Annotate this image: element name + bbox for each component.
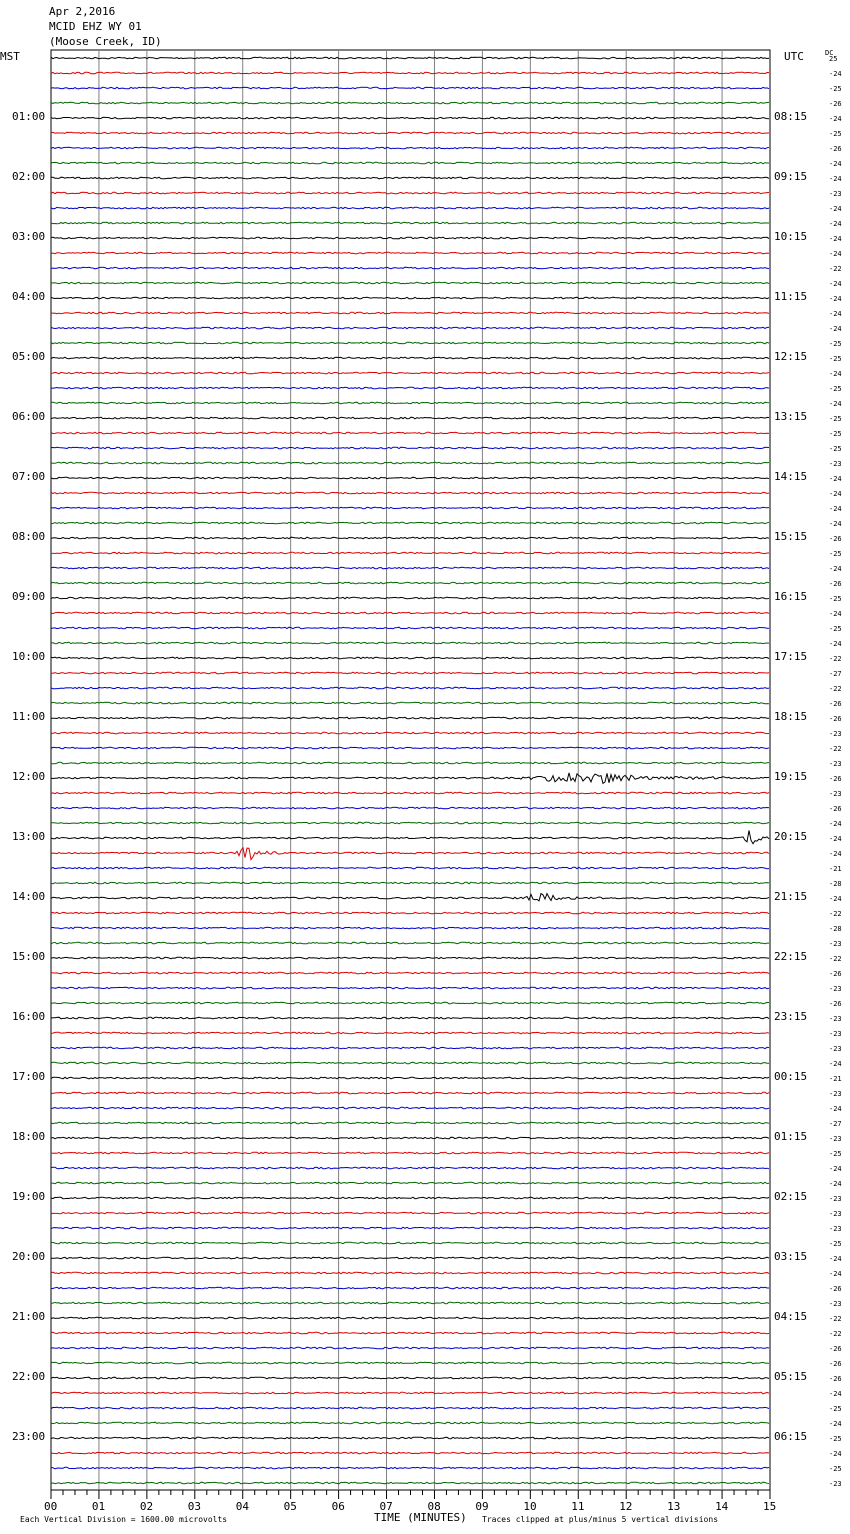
seismic-trace bbox=[51, 1347, 769, 1349]
seismic-trace bbox=[51, 1272, 769, 1274]
seismic-trace bbox=[51, 312, 769, 314]
x-tick-label: 02 bbox=[139, 1500, 154, 1513]
seismic-trace bbox=[51, 87, 769, 89]
seismic-trace bbox=[51, 1392, 769, 1394]
trace-offset-label: -24 bbox=[829, 850, 842, 858]
trace-offset-label: -24 bbox=[829, 220, 842, 228]
seismic-trace bbox=[51, 1077, 769, 1079]
trace-offset-label: -22 bbox=[829, 1330, 842, 1338]
left-timezone-label: MST bbox=[0, 50, 20, 63]
seismic-trace bbox=[51, 1032, 769, 1034]
x-tick-label: 07 bbox=[379, 1500, 393, 1513]
seismic-trace bbox=[51, 1137, 769, 1139]
trace-offset-label: -23 bbox=[829, 1090, 842, 1098]
trace-offset-label: -26 bbox=[829, 580, 842, 588]
trace-offset-label: -27 bbox=[829, 1120, 842, 1128]
right-hour-label: 05:15 bbox=[774, 1370, 808, 1383]
x-tick-label: 06 bbox=[331, 1500, 345, 1513]
trace-offset-label: -25 bbox=[829, 445, 842, 453]
seismic-trace bbox=[51, 567, 769, 569]
seismic-trace bbox=[51, 627, 769, 629]
seismic-trace bbox=[51, 717, 769, 719]
x-tick-label: 09 bbox=[475, 1500, 489, 1513]
trace-offset-label: -24 bbox=[829, 565, 842, 573]
x-tick-label: 15 bbox=[763, 1500, 777, 1513]
right-timezone-label: UTC bbox=[784, 50, 804, 63]
trace-offset-label: -25 bbox=[829, 415, 842, 423]
vertical-scale-note: Each Vertical Division = 1600.00 microvolts bbox=[20, 1515, 228, 1524]
seismic-trace bbox=[51, 1002, 769, 1004]
seismic-trace bbox=[51, 792, 769, 794]
trace-offset-label: -23 bbox=[829, 940, 842, 948]
trace-offset-label: -24 bbox=[829, 250, 842, 258]
seismic-trace bbox=[51, 747, 769, 749]
trace-offset-label: -24 bbox=[829, 475, 842, 483]
trace-offset-label: -25 bbox=[829, 430, 842, 438]
trace-offset-label: -23 bbox=[829, 730, 842, 738]
right-hour-label: 10:15 bbox=[774, 230, 808, 243]
trace-offset-label: -23 bbox=[829, 790, 842, 798]
seismic-trace bbox=[51, 1407, 769, 1409]
trace-offset-label: -24 bbox=[829, 1180, 842, 1188]
dc-offset-header: DC bbox=[825, 49, 834, 57]
right-hour-label: 15:15 bbox=[774, 530, 808, 543]
right-hour-label: 14:15 bbox=[774, 470, 808, 483]
seismic-trace bbox=[51, 1362, 769, 1364]
trace-offset-label: -23 bbox=[829, 985, 842, 993]
x-tick-label: 13 bbox=[667, 1500, 681, 1513]
seismic-trace bbox=[51, 357, 769, 359]
station-location: (Moose Creek, ID) bbox=[49, 35, 162, 48]
trace-offset-label: -25 bbox=[829, 1405, 842, 1413]
right-hour-label: 21:15 bbox=[774, 890, 808, 903]
trace-offset-label: -22 bbox=[829, 955, 842, 963]
trace-offset-label: -23 bbox=[829, 1480, 842, 1488]
trace-offset-label: -23 bbox=[829, 1030, 842, 1038]
seismic-trace bbox=[51, 1152, 769, 1154]
trace-offset-label: -23 bbox=[829, 1045, 842, 1053]
trace-offset-label: -26 bbox=[829, 700, 842, 708]
trace-offset-label: -23 bbox=[829, 1210, 842, 1218]
seismic-trace bbox=[51, 1227, 769, 1229]
seismic-trace bbox=[51, 672, 769, 674]
left-hour-label: 02:00 bbox=[12, 170, 46, 183]
seismic-trace bbox=[51, 807, 769, 809]
seismic-trace bbox=[51, 267, 769, 269]
right-hour-label: 12:15 bbox=[774, 350, 808, 363]
trace-offset-label: -23 bbox=[829, 1195, 842, 1203]
right-hour-label: 17:15 bbox=[774, 650, 808, 663]
trace-offset-label: -25 bbox=[829, 550, 842, 558]
seismic-trace bbox=[51, 252, 769, 254]
trace-offset-label: -26 bbox=[829, 1360, 842, 1368]
seismic-trace bbox=[51, 417, 769, 419]
seismic-trace bbox=[51, 372, 769, 374]
right-hour-label: 19:15 bbox=[774, 770, 808, 783]
left-hour-label: 08:00 bbox=[12, 530, 46, 543]
trace-offset-label: -25 bbox=[829, 1150, 842, 1158]
trace-offset-label: -24 bbox=[829, 175, 842, 183]
seismic-trace bbox=[51, 552, 769, 554]
seismic-trace bbox=[51, 132, 769, 134]
trace-offset-label: -27 bbox=[829, 670, 842, 678]
seismic-trace bbox=[51, 831, 769, 844]
trace-offset-label: -24 bbox=[829, 1255, 842, 1263]
trace-offset-label: -25 bbox=[829, 355, 842, 363]
x-tick-label: 11 bbox=[571, 1500, 585, 1513]
x-tick-label: 04 bbox=[235, 1500, 249, 1513]
x-tick-label: 12 bbox=[619, 1500, 633, 1513]
trace-offset-label: -26 bbox=[829, 715, 842, 723]
station-code: MCID EHZ WY 01 bbox=[49, 20, 142, 33]
seismic-trace bbox=[51, 1317, 769, 1319]
right-hour-label: 04:15 bbox=[774, 1310, 808, 1323]
seismic-trace bbox=[51, 1182, 769, 1184]
trace-offset-label: -24 bbox=[829, 70, 842, 78]
seismic-trace bbox=[51, 957, 769, 959]
trace-offset-label: -21 bbox=[829, 865, 842, 873]
left-hour-label: 20:00 bbox=[12, 1250, 46, 1263]
right-hour-label: 18:15 bbox=[774, 710, 808, 723]
seismic-trace bbox=[51, 762, 769, 764]
trace-offset-label: 25 bbox=[829, 55, 838, 63]
seismic-trace bbox=[51, 192, 769, 194]
seismic-trace bbox=[51, 72, 769, 74]
trace-offset-label: -25 bbox=[829, 85, 842, 93]
trace-offset-label: -24 bbox=[829, 505, 842, 513]
left-hour-label: 05:00 bbox=[12, 350, 46, 363]
trace-offset-label: -24 bbox=[829, 205, 842, 213]
left-hour-label: 15:00 bbox=[12, 950, 46, 963]
seismic-trace bbox=[51, 117, 769, 119]
trace-offset-label: -26 bbox=[829, 1285, 842, 1293]
seismic-trace bbox=[51, 1017, 769, 1019]
seismic-trace bbox=[51, 612, 769, 614]
seismic-trace bbox=[51, 222, 769, 224]
trace-offset-label: -24 bbox=[829, 325, 842, 333]
trace-offset-label: -26 bbox=[829, 1345, 842, 1353]
trace-offset-label: -24 bbox=[829, 1270, 842, 1278]
seismic-trace bbox=[51, 297, 769, 299]
left-hour-label: 14:00 bbox=[12, 890, 46, 903]
seismic-trace bbox=[51, 927, 769, 929]
seismic-trace bbox=[51, 942, 769, 944]
trace-offset-label: -24 bbox=[829, 160, 842, 168]
clipping-note: Traces clipped at plus/minus 5 vertical divisions bbox=[482, 1515, 719, 1524]
left-hour-label: 13:00 bbox=[12, 830, 46, 843]
left-hour-label: 11:00 bbox=[12, 710, 46, 723]
trace-offset-label: -25 bbox=[829, 385, 842, 393]
plot-frame bbox=[51, 50, 770, 1490]
x-tick-label: 14 bbox=[715, 1500, 729, 1513]
x-tick-label: 01 bbox=[91, 1500, 106, 1513]
left-hour-label: 12:00 bbox=[12, 770, 46, 783]
seismic-trace bbox=[51, 1332, 769, 1334]
trace-offset-label: -26 bbox=[829, 535, 842, 543]
seismic-trace bbox=[51, 1242, 769, 1244]
right-hour-label: 11:15 bbox=[774, 290, 808, 303]
trace-offset-label: -24 bbox=[829, 310, 842, 318]
trace-offset-label: -25 bbox=[829, 340, 842, 348]
seismic-trace bbox=[51, 702, 769, 704]
trace-offset-label: -22 bbox=[829, 265, 842, 273]
trace-offset-label: -24 bbox=[829, 235, 842, 243]
trace-offset-label: -24 bbox=[829, 520, 842, 528]
left-hour-label: 01:00 bbox=[12, 110, 46, 123]
seismic-trace bbox=[51, 342, 769, 344]
right-hour-label: 03:15 bbox=[774, 1250, 808, 1263]
trace-offset-label: -24 bbox=[829, 610, 842, 618]
seismic-trace bbox=[51, 987, 769, 989]
seismic-trace bbox=[51, 1092, 769, 1094]
seismic-trace bbox=[51, 597, 769, 599]
trace-offset-label: -24 bbox=[829, 1450, 842, 1458]
seismic-trace bbox=[51, 147, 769, 149]
seismic-trace bbox=[51, 447, 769, 449]
trace-offset-label: -22 bbox=[829, 655, 842, 663]
trace-offset-label: -26 bbox=[829, 775, 842, 783]
right-hour-label: 13:15 bbox=[774, 410, 808, 423]
trace-offset-label: -24 bbox=[829, 400, 842, 408]
seismic-trace bbox=[51, 912, 769, 914]
left-hour-label: 18:00 bbox=[12, 1130, 46, 1143]
trace-offset-label: -25 bbox=[829, 595, 842, 603]
trace-offset-label: -21 bbox=[829, 1075, 842, 1083]
left-hour-label: 17:00 bbox=[12, 1070, 46, 1083]
trace-offset-label: -24 bbox=[829, 1165, 842, 1173]
trace-offset-label: -23 bbox=[829, 460, 842, 468]
trace-offset-label: -26 bbox=[829, 1000, 842, 1008]
seismic-trace bbox=[51, 687, 769, 689]
left-hour-label: 21:00 bbox=[12, 1310, 46, 1323]
trace-offset-label: -26 bbox=[829, 145, 842, 153]
trace-offset-label: -22 bbox=[829, 745, 842, 753]
seismic-trace bbox=[51, 848, 769, 860]
trace-offset-label: -24 bbox=[829, 115, 842, 123]
left-hour-label: 22:00 bbox=[12, 1370, 46, 1383]
right-hour-label: 00:15 bbox=[774, 1070, 808, 1083]
seismic-trace bbox=[51, 1482, 769, 1484]
left-hour-label: 04:00 bbox=[12, 290, 46, 303]
trace-offset-label: -24 bbox=[829, 280, 842, 288]
seismic-trace bbox=[51, 1467, 769, 1469]
seismic-trace bbox=[51, 57, 769, 59]
trace-offset-label: -23 bbox=[829, 190, 842, 198]
seismic-trace bbox=[51, 177, 769, 179]
trace-offset-label: -26 bbox=[829, 1375, 842, 1383]
seismic-trace bbox=[51, 657, 769, 659]
seismic-trace bbox=[51, 537, 769, 539]
trace-offset-label: -23 bbox=[829, 1135, 842, 1143]
trace-offset-label: -23 bbox=[829, 1015, 842, 1023]
trace-offset-label: -24 bbox=[829, 1105, 842, 1113]
seismic-trace bbox=[51, 1257, 769, 1259]
x-tick-label: 10 bbox=[523, 1500, 537, 1513]
right-hour-label: 02:15 bbox=[774, 1190, 808, 1203]
seismic-trace bbox=[51, 1197, 769, 1199]
seismic-trace bbox=[51, 894, 769, 901]
trace-offset-label: -22 bbox=[829, 685, 842, 693]
right-hour-label: 08:15 bbox=[774, 110, 808, 123]
seismic-trace bbox=[51, 387, 769, 389]
trace-offset-label: -24 bbox=[829, 1390, 842, 1398]
left-hour-label: 09:00 bbox=[12, 590, 46, 603]
seismic-trace bbox=[51, 162, 769, 164]
trace-offset-label: -24 bbox=[829, 820, 842, 828]
right-hour-label: 06:15 bbox=[774, 1430, 808, 1443]
seismic-trace bbox=[51, 492, 769, 494]
seismic-trace bbox=[51, 882, 769, 884]
left-hour-label: 03:00 bbox=[12, 230, 46, 243]
seismic-trace bbox=[51, 1107, 769, 1109]
right-hour-label: 20:15 bbox=[774, 830, 808, 843]
seismic-trace bbox=[51, 207, 769, 209]
seismic-trace bbox=[51, 972, 769, 974]
trace-offset-label: -24 bbox=[829, 370, 842, 378]
left-hour-label: 10:00 bbox=[12, 650, 46, 663]
seismic-trace bbox=[51, 432, 769, 434]
right-hour-label: 16:15 bbox=[774, 590, 808, 603]
trace-offset-label: -25 bbox=[829, 1240, 842, 1248]
trace-offset-label: -25 bbox=[829, 1465, 842, 1473]
x-tick-label: 00 bbox=[44, 1500, 58, 1513]
x-tick-label: 05 bbox=[283, 1500, 297, 1513]
right-hour-label: 01:15 bbox=[774, 1130, 808, 1143]
seismic-trace bbox=[51, 522, 769, 524]
seismic-trace bbox=[51, 507, 769, 509]
left-hour-label: 19:00 bbox=[12, 1190, 46, 1203]
seismic-trace bbox=[51, 822, 769, 824]
trace-offset-label: -24 bbox=[829, 895, 842, 903]
plot-date: Apr 2,2016 bbox=[49, 5, 116, 18]
trace-offset-label: -24 bbox=[829, 490, 842, 498]
right-hour-label: 09:15 bbox=[774, 170, 808, 183]
trace-offset-label: -24 bbox=[829, 1060, 842, 1068]
seismic-trace bbox=[51, 477, 769, 479]
seismic-trace bbox=[51, 102, 769, 104]
seismic-trace bbox=[51, 282, 769, 284]
trace-offset-label: -25 bbox=[829, 1435, 842, 1443]
trace-offset-label: -26 bbox=[829, 970, 842, 978]
seismic-trace bbox=[51, 1047, 769, 1049]
seismic-trace bbox=[51, 1452, 769, 1454]
trace-offset-label: -24 bbox=[829, 1420, 842, 1428]
seismic-trace bbox=[51, 1437, 769, 1439]
trace-offset-label: -24 bbox=[829, 835, 842, 843]
seismic-trace bbox=[51, 1287, 769, 1289]
left-hour-label: 07:00 bbox=[12, 470, 46, 483]
seismic-trace bbox=[51, 1422, 769, 1424]
seismic-trace bbox=[51, 402, 769, 404]
seismic-trace bbox=[51, 1302, 769, 1304]
seismic-trace bbox=[51, 773, 769, 784]
seismic-trace bbox=[51, 582, 769, 584]
trace-offset-label: -28 bbox=[829, 880, 842, 888]
x-axis-label: TIME (MINUTES) bbox=[374, 1511, 467, 1524]
trace-offset-label: -25 bbox=[829, 625, 842, 633]
seismic-trace bbox=[51, 327, 769, 329]
left-hour-label: 23:00 bbox=[12, 1430, 46, 1443]
seismic-trace bbox=[51, 867, 769, 869]
trace-offset-label: -28 bbox=[829, 925, 842, 933]
x-tick-label: 03 bbox=[187, 1500, 202, 1513]
trace-offset-label: -26 bbox=[829, 100, 842, 108]
left-hour-label: 16:00 bbox=[12, 1010, 46, 1023]
right-hour-label: 23:15 bbox=[774, 1010, 808, 1023]
right-hour-label: 22:15 bbox=[774, 950, 808, 963]
seismic-trace bbox=[51, 732, 769, 734]
seismic-trace bbox=[51, 1377, 769, 1379]
trace-offset-label: -23 bbox=[829, 760, 842, 768]
seismic-trace bbox=[51, 1122, 769, 1124]
trace-offset-label: -26 bbox=[829, 805, 842, 813]
trace-offset-label: -23 bbox=[829, 1225, 842, 1233]
trace-offset-label: -25 bbox=[829, 130, 842, 138]
seismic-trace bbox=[51, 642, 769, 644]
seismic-trace bbox=[51, 1062, 769, 1064]
trace-offset-label: -23 bbox=[829, 1300, 842, 1308]
trace-offset-label: -22 bbox=[829, 910, 842, 918]
seismic-trace bbox=[51, 1167, 769, 1169]
seismic-trace bbox=[51, 237, 769, 239]
x-tick-label: 08 bbox=[427, 1500, 441, 1513]
left-hour-label: 06:00 bbox=[12, 410, 46, 423]
trace-offset-label: -22 bbox=[829, 1315, 842, 1323]
trace-offset-label: -24 bbox=[829, 640, 842, 648]
seismic-trace bbox=[51, 1212, 769, 1214]
trace-offset-label: -24 bbox=[829, 295, 842, 303]
seismic-trace bbox=[51, 462, 769, 464]
